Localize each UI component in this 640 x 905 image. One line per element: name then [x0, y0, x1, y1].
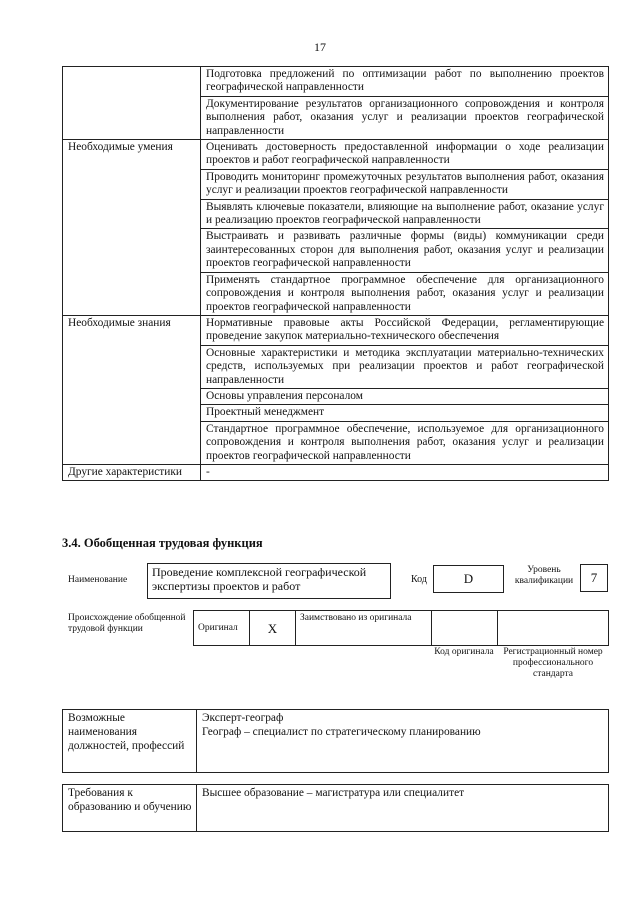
row-item: Нормативные правовые акты Российской Федерации, регламентирующие проведение закупок материально-технического обеспечения: [201, 315, 609, 345]
row-label: Необходимые знания: [63, 315, 201, 464]
registration-number-caption: Регистрационный номер профессионального стандарта: [503, 647, 603, 679]
row-label: [63, 67, 201, 140]
positions-list: [197, 710, 609, 773]
code-value-box: D: [433, 565, 504, 593]
original-mark: X: [250, 611, 296, 646]
row-label: Другие характеристики: [63, 464, 201, 480]
education-label: Требования к образованию и обучению: [63, 785, 197, 832]
table-row: [63, 315, 609, 345]
original-code-cell: [432, 611, 498, 646]
positions-label: Возможные наименования должностей, профессий: [63, 710, 197, 773]
name-label: Наименование: [68, 575, 128, 585]
original-label: Оригинал: [194, 611, 250, 646]
level-value-box: 7: [580, 564, 608, 592]
table-row: [63, 67, 609, 97]
table-row: [63, 140, 609, 170]
row-item: Документирование результатов организационного сопровождения и контроля выполнения работ, оказания услуг и реализации проектов географической направленности: [201, 96, 609, 139]
position-item: Географ – специалист по стратегическому планированию: [202, 726, 481, 738]
code-label: Код: [411, 574, 427, 585]
code-original-caption: Код оригинала: [434, 647, 494, 657]
origin-label: Происхождение обобщенной трудовой функции: [68, 613, 186, 634]
row-item: Проектный менеджмент: [201, 405, 609, 421]
section-heading: 3.4. Обобщенная трудовая функция: [62, 536, 263, 550]
education-table: [62, 784, 609, 832]
origin-table: [193, 610, 609, 646]
row-label: Необходимые умения: [63, 140, 201, 316]
table-row: [63, 464, 609, 480]
row-item: Оценивать достоверность предоставленной информации о ходе реализации проектов и работ географической направленности: [201, 140, 609, 170]
registration-number-cell: [498, 611, 609, 646]
positions-table: [62, 709, 609, 773]
row-item: -: [201, 464, 609, 480]
level-label: Уровень квалификации: [514, 565, 574, 586]
row-item: Подготовка предложений по оптимизации работ по выполнению проектов географической направленности: [201, 67, 609, 97]
page-number: 17: [314, 40, 326, 54]
row-item: Выстраивать и развивать различные формы (виды) коммуникации среди заинтересованных сторон для выполнения работ, оказания услуг и реализации проектов географической направленности: [201, 229, 609, 272]
borrowed-label: Заимствовано из оригинала: [296, 611, 432, 646]
row-item: Основные характеристики и методика эксплуатации материально-технических средств, используемых при реализации проектов и работ географической направленности: [201, 345, 609, 388]
row-item: Проводить мониторинг промежуточных результатов выполнения работ, оказания услуг и реализации проектов географической направленности: [201, 169, 609, 199]
row-item: Выявлять ключевые показатели, влияющие на выполнение работ, оказание услуг и реализацию проектов географической направленности: [201, 199, 609, 229]
function-name-box: Проведение комплексной географической экспертизы проектов и работ: [147, 563, 391, 599]
row-item: Стандартное программное обеспечение, используемое для организационного сопровождения и контроля выполнения работ, оказания услуг и реализации проектов географической направленности: [201, 421, 609, 464]
education-value: Высшее образование – магистратура или специалитет: [197, 785, 609, 832]
row-item: Применять стандартное программное обеспечение для организационного сопровождения и контроля выполнения работ, оказания услуг и реализации проектов географической направленности: [201, 272, 609, 315]
competency-table: [62, 66, 609, 481]
row-item: Основы управления персоналом: [201, 388, 609, 404]
position-item: Эксперт-географ: [202, 712, 284, 724]
